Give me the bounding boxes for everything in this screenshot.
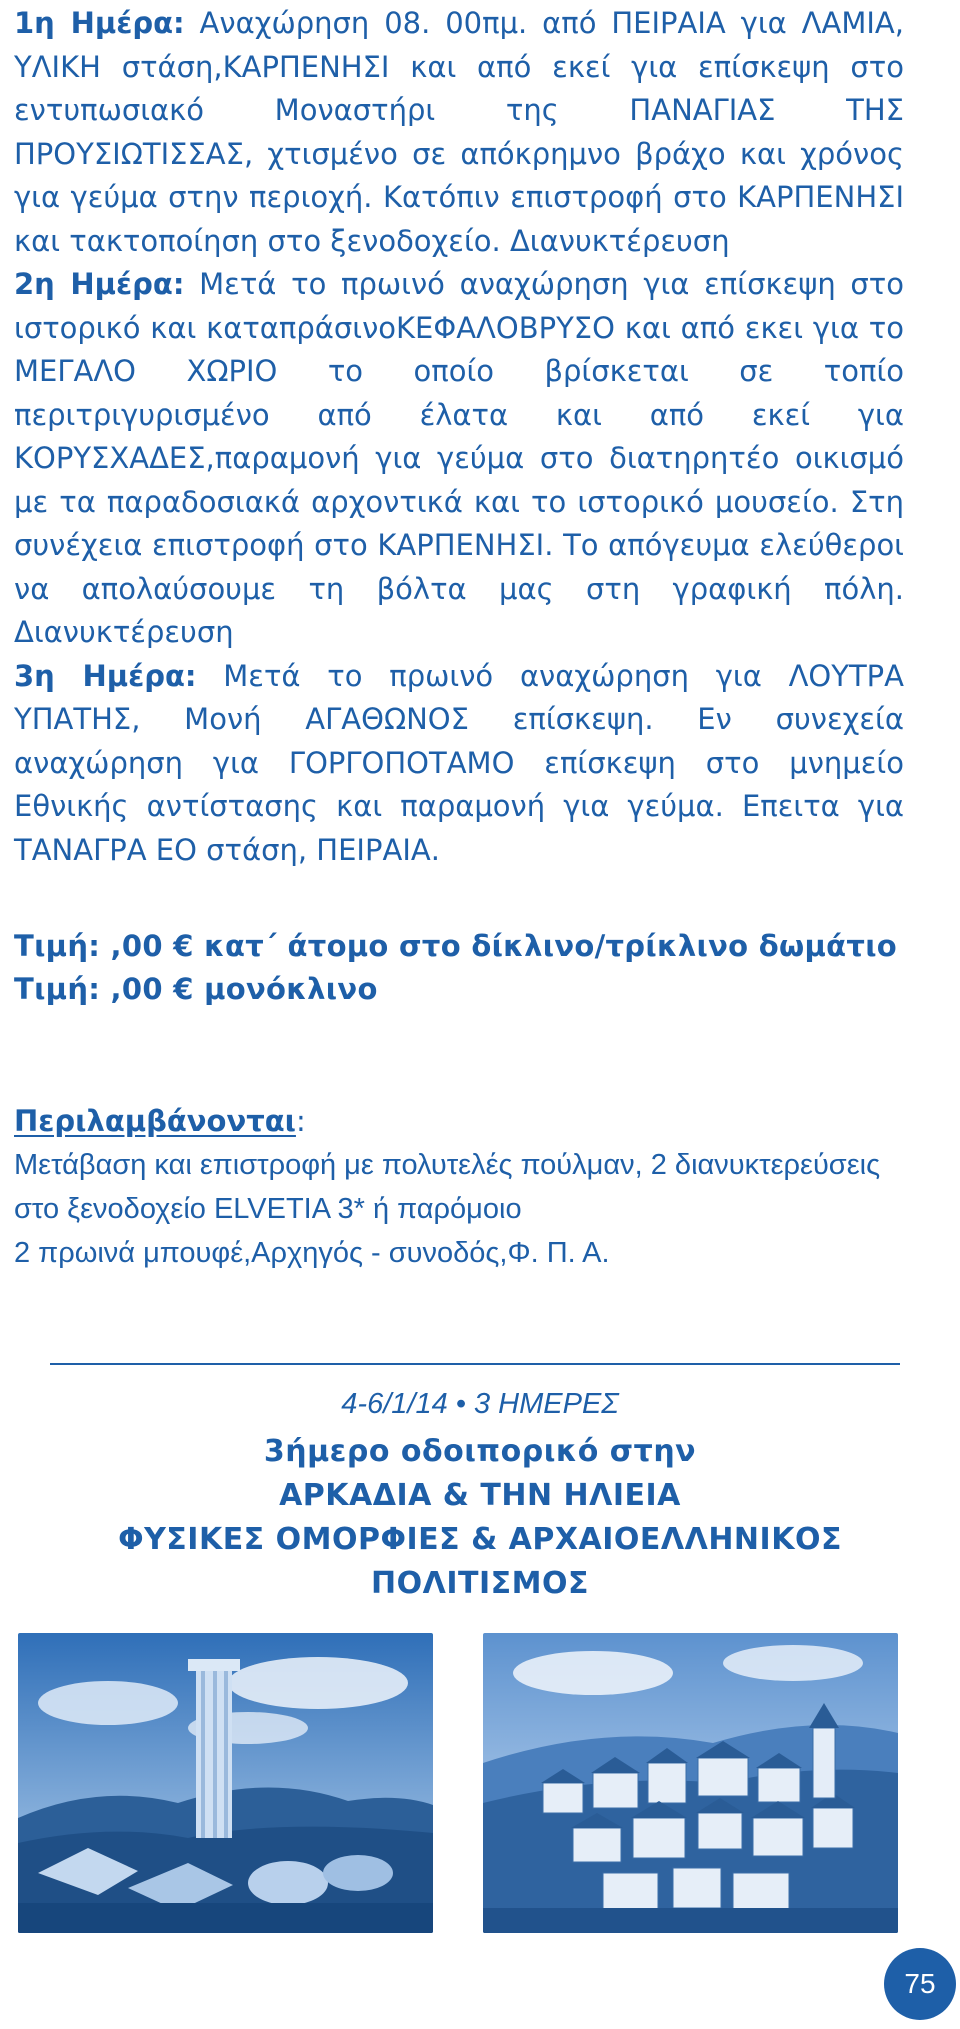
- ancient-ruins-photo: [18, 1633, 433, 1933]
- day3-label: 3η Ημέρα:: [14, 658, 197, 693]
- included-section: [14, 1100, 904, 1275]
- mountain-village-illustration: [483, 1633, 898, 1933]
- included-heading: [14, 1100, 904, 1143]
- ancient-ruins-illustration: [18, 1633, 433, 1933]
- next-trip-title-line-4: ΠΟΛΙΤΙΣΜΟΣ: [371, 1566, 589, 1601]
- next-trip-dates: 4-6/1/14 • 3 ΗΜΕΡΕΣ: [341, 1388, 619, 1420]
- day3-text: Μετά το πρωινό αναχώρηση για ΛΟΥΤΡΑ ΥΠΑΤΗΣ, Μονή ΑΓΑΘΩΝΟΣ επίσκεψη. Εν συνεχεία αναχώρηση για ΓΟΡΓΟΠΟΤΑΜΟ επίσκεψη στο μνημείο Εθνικής αντίστασης και παραμονή για γεύμα. Επειτα για ΤΑΝΑΓΡΑ ΕΟ στάση, ΠΕΙΡΑΙΑ.: [14, 658, 904, 867]
- prices-section: [14, 925, 904, 1011]
- next-trip-title-line-3: ΦΥΣΙΚΕΣ ΟΜΟΡΦΙΕΣ & ΑΡΧΑΙΟΕΛΛΗΝΙΚΟΣ: [118, 1522, 842, 1557]
- day3-paragraph: [14, 655, 904, 873]
- page-number-badge: 75: [884, 1948, 956, 2020]
- included-heading-text: Περιλαμβάνονται: [14, 1104, 296, 1138]
- day1-paragraph: [14, 2, 904, 263]
- next-trip-header: [40, 1384, 920, 1606]
- included-line-1: Μετάβαση και επιστροφή με πολυτελές πούλμαν, 2 διανυκτερεύσεις στο ξενοδοχείο ELVETIA 3* ή παρόμοιο: [14, 1149, 881, 1225]
- day1-text: Αναχώρηση 08. 00πμ. από ΠΕΙΡΑΙΑ για ΛΑΜΙΑ, ΥΛΙΚΗ στάση,ΚΑΡΠΕΝΗΣΙ και από εκεί για επίσκεψη στο εντυπωσιακό Μοναστήρι της ΠΑΝΑΓΙΑΣ ΤΗΣ ΠΡΟΥΣΙΩΤΙΣΣΑΣ, χτισμένο σε απόκρημνο βράχο και χρόνος για γεύμα στην περιοχή. Κατόπιν επιστροφή στο ΚΑΡΠΕΝΗΣΙ και τακτοποίηση στο ξενοδοχείο. Διανυκτέρευση: [14, 6, 904, 258]
- day2-text: Μετά το πρωινό αναχώρηση για επίσκεψη στο ιστορικό και καταπράσινοΚΕΦΑΛΟΒΡΥΣΟ και από εκει για το ΜΕΓΑΛΟ ΧΩΡΙΟ το οποίο βρίσκεται σε τοπίο περιτριγυρισμένο από έλατα και από εκεί για ΚΟΡΥΣΧΑΔΕΣ,παραμονή για γεύμα στο διατηρητέο οικισμό με τα παραδοσιακά αρχοντικά και το ιστορικό μουσείο. Στη συνέχεια επιστροφή στο ΚΑΡΠΕΝΗΣΙ. Το απόγευμα ελεύθεροι να απολαύσουμε τη βόλτα μας στη γραφική πόλη. Διανυκτέρευση: [14, 267, 905, 649]
- section-divider: [50, 1363, 900, 1365]
- price-double-room: Τιμή: ,00 € κατ΄ άτομο στο δίκλινο/τρίκλινο δωμάτιο: [14, 929, 898, 963]
- next-trip-title-line-1: 3ήμερο οδοιπορικό στην: [263, 1434, 697, 1469]
- included-line-2: 2 πρωινά μπουφέ,Αρχηγός - συνοδός,Φ. Π. Α.: [14, 1237, 610, 1269]
- included-heading-colon: :: [295, 1104, 306, 1138]
- day2-label: 2η Ημέρα:: [14, 267, 185, 301]
- day2-paragraph: [14, 263, 904, 655]
- day1-label: 1η Ημέρα:: [14, 6, 185, 40]
- price-single-room: Τιμή: ,00 € μονόκλινο: [14, 972, 378, 1006]
- mountain-village-photo: [483, 1633, 898, 1933]
- itinerary-section: [14, 2, 904, 872]
- next-trip-title-line-2: ΑΡΚΑΔΙΑ & ΤΗΝ ΗΛΙΕΙΑ: [279, 1478, 681, 1513]
